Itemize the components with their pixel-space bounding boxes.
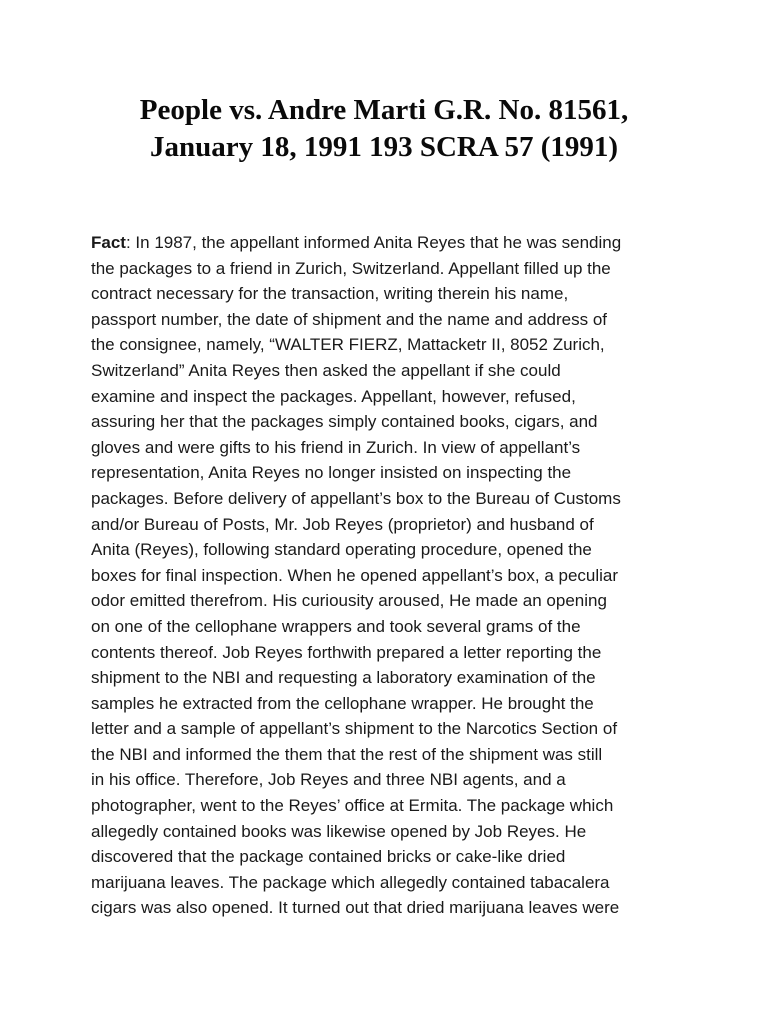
paragraph-line: samples he extracted from the cellophane wrapper. He brought the [91,693,594,713]
fact-label: Fact [91,233,126,252]
paragraph-line: assuring her that the packages simply contained books, cigars, and [91,412,598,432]
paragraph-line: discovered that the package contained bricks or cake-like dried [91,847,566,867]
paragraph-line: the packages to a friend in Zurich, Switzerland. Appellant filled up the [91,258,611,278]
case-title-line-2: January 18, 1991 193 SCRA 57 (1991) [149,131,619,163]
paragraph-line: contents thereof. Job Reyes forthwith prepared a letter reporting the [91,642,602,662]
paragraph-line: in his office. Therefore, Job Reyes and three NBI agents, and a [91,770,566,790]
paragraph-line: the consignee, namely, “WALTER FIERZ, Mattacketr II, 8052 Zurich, [91,335,605,355]
paragraph-line: marijuana leaves. The package which allegedly contained tabacalera [91,872,610,892]
paragraph-line: passport number, the date of shipment and the name and address of [91,309,608,329]
paragraph-line: photographer, went to the Reyes’ office at Ermita. The package which [91,796,614,816]
paragraph-line: cigars was also opened. It turned out that dried marijuana leaves were [91,898,620,918]
paragraph-line: Switzerland” Anita Reyes then asked the appellant if she could [91,360,561,380]
paragraph-line: odor emitted therefrom. His curiousity aroused, He made an opening [91,591,607,611]
first-line-text: : In 1987, the appellant informed Anita Reyes that he was sending [125,233,622,252]
paragraph-line: representation, Anita Reyes no longer insisted on inspecting the [91,463,572,483]
case-title [60,92,708,166]
paragraph-line: letter and a sample of appellant’s shipment to the Narcotics Section of [91,719,618,739]
paragraph-line: allegedly contained books was likewise opened by Job Reyes. He [91,821,587,841]
paragraph-line: examine and inspect the packages. Appellant, however, refused, [91,386,576,406]
paragraph-line: on one of the cellophane wrappers and took several grams of the [91,616,581,636]
paragraph-line: gloves and were gifts to his friend in Zurich. In view of appellant’s [91,437,581,457]
paragraph-line: contract necessary for the transaction, writing therein his name, [91,284,569,304]
paragraph-line: Anita (Reyes), following standard operating procedure, opened the [91,540,592,560]
fact-paragraph [91,230,701,921]
paragraph-line: and/or Bureau of Posts, Mr. Job Reyes (proprietor) and husband of [91,514,594,534]
paragraph-line-1 [91,230,701,256]
paragraph-line: boxes for final inspection. When he opened appellant’s box, a peculiar [91,565,619,585]
case-title-line-1: People vs. Andre Marti G.R. No. 81561, [139,94,629,126]
paragraph-line: the NBI and informed the them that the rest of the shipment was still [91,744,603,764]
paragraph-line: shipment to the NBI and requesting a laboratory examination of the [91,668,596,688]
paragraph-line: packages. Before delivery of appellant’s box to the Bureau of Customs [91,488,621,508]
